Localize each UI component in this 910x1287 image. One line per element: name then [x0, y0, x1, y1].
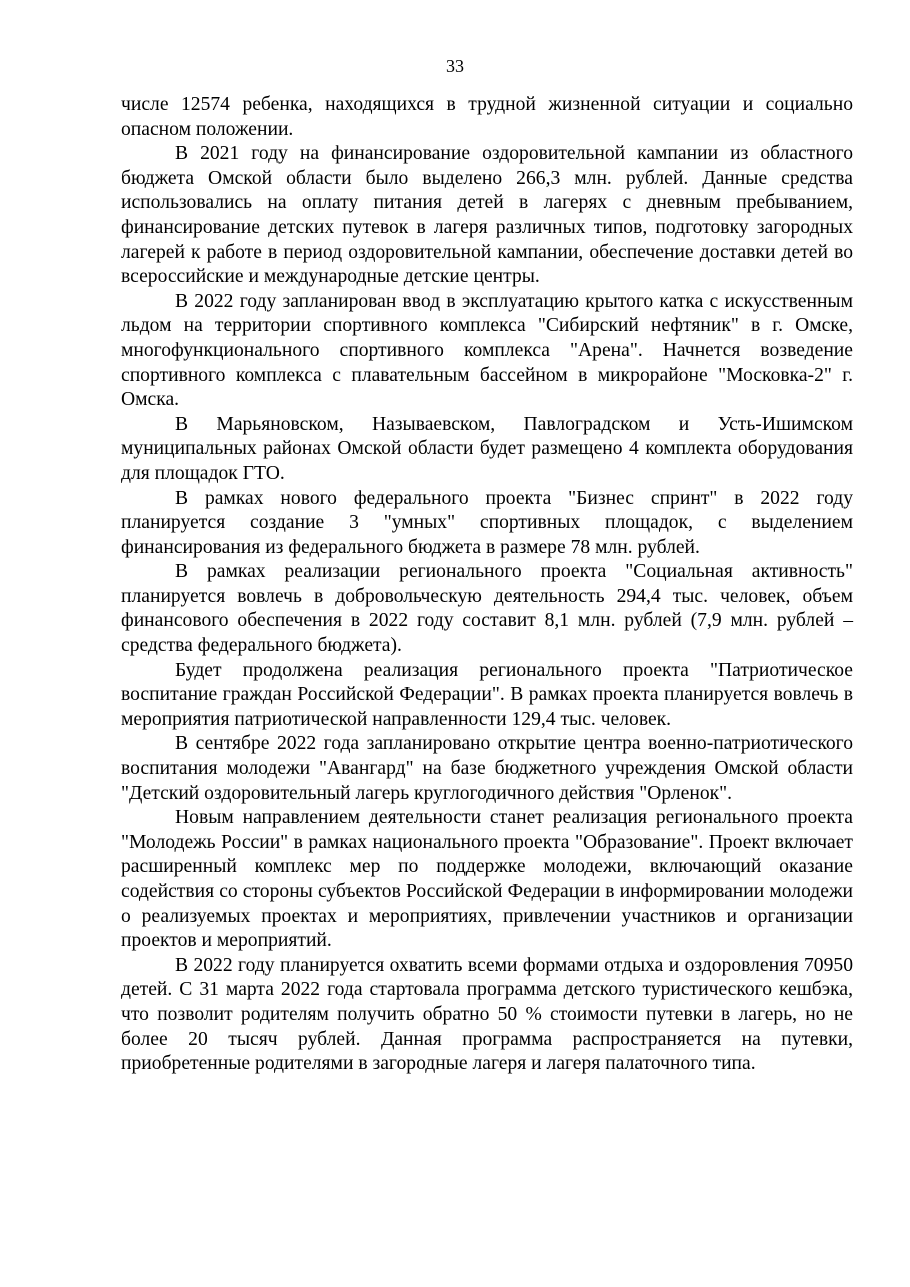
page-number: 33 [446, 56, 464, 76]
paragraph-7: Будет продолжена реализация регионального проекта "Патриотическое воспитание граждан Российской Федерации". В рамках проекта планируется вовлечь в мероприятия патриотической направленности 129,4 тыс. человек. [121, 659, 853, 730]
paragraph-1: числе 12574 ребенка, находящихся в трудной жизненной ситуации и социально опасном положении. [121, 94, 853, 140]
paragraph-8: В сентябре 2022 года запланировано открытие центра военно-патриотического воспитания молодежи "Авангард" на базе бюджетного учреждения Омской области "Детский оздоровительный лагерь круглогодичного действия "Орленок". [121, 733, 853, 804]
paragraph-2: В 2021 году на финансирование оздоровительной кампании из областного бюджета Омской области было выделено 266,3 млн. рублей. Данные средства использовались на оплату питания детей в лагерях с дневным пребыванием, финансирование детских путевок в лагеря различных типов, подготовку загородных лагерей к работе в период оздоровительной кампании, обеспечение доставки детей во всероссийские и международные детские центры. [121, 143, 853, 288]
paragraph-4: В Марьяновском, Называевском, Павлоградском и Усть-Ишимском муниципальных районах Омской области будет размещено 4 комплекта оборудования для площадок ГТО. [121, 413, 853, 484]
paragraph-3: В 2022 году запланирован ввод в эксплуатацию крытого катка с искусственным льдом на территории спортивного комплекса "Сибирский нефтяник" в г. Омске, многофункционального спортивного комплекса "Арена". Начнется возведение спортивного комплекса с плавательным бассейном в микрорайоне "Московка-2" г. Омска. [121, 290, 853, 411]
paragraph-10: В 2022 году планируется охватить всеми формами отдыха и оздоровления 70950 детей. С 31 марта 2022 года стартовала программа детского туристического кешбэка, что позволит родителям получить обратно 50 % стоимости путевки в лагерь, но не более 20 тысяч рублей. Данная программа распространяется на путевки, приобретенные родителями в загородные лагеря и лагеря палаточного типа. [121, 954, 853, 1075]
document-body [121, 93, 853, 1077]
paragraph-9: Новым направлением деятельности станет реализация регионального проекта "Молодежь России" в рамках национального проекта "Образование". Проект включает расширенный комплекс мер по поддержке молодежи, включающий оказание содействия со стороны субъектов Российской Федерации в информировании молодежи о реализуемых проектах и мероприятиях, привлечении участников и организации проектов и мероприятий. [121, 807, 853, 952]
paragraph-6: В рамках реализации регионального проекта "Социальная активность" планируется вовлечь в добровольческую деятельность 294,4 тыс. человек, объем финансового обеспечения в 2022 году составит 8,1 млн. рублей (7,9 млн. рублей – средства федерального бюджета). [121, 561, 853, 657]
paragraph-5: В рамках нового федерального проекта "Бизнес спринт" в 2022 году планируется создание 3 "умных" спортивных площадок, с выделением финансирования из федерального бюджета в размере 78 млн. рублей. [121, 487, 853, 558]
